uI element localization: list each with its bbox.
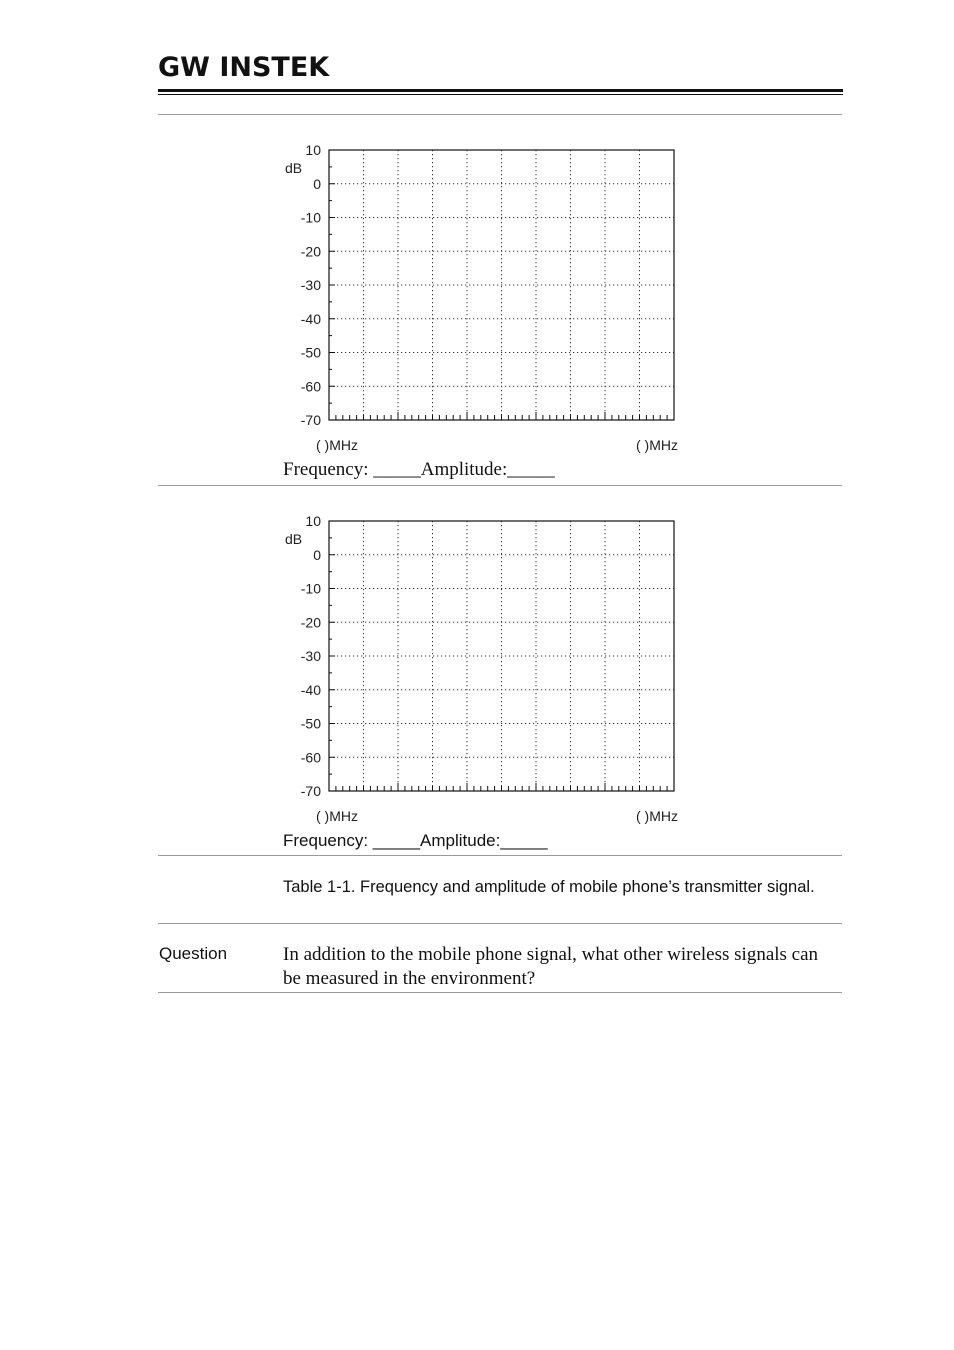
y-tick-label: -30 [300, 648, 321, 664]
x-start-label: ( )MHz [316, 808, 358, 824]
y-tick-label: -60 [300, 749, 321, 766]
table-divider [158, 114, 842, 115]
spectrum-grid-1 [270, 140, 710, 460]
table-divider [158, 923, 842, 924]
y-tick-label: -50 [300, 344, 321, 361]
table-caption: Table 1-1. Frequency and amplitude of mobile phone’s transmitter signal. [283, 878, 815, 896]
y-tick-label: -10 [300, 209, 321, 226]
question-label: Question [159, 944, 228, 963]
table-divider [158, 855, 842, 856]
y-tick-label: -30 [300, 277, 321, 293]
header-rule-thin [158, 94, 843, 95]
question-text: In addition to the mobile phone signal, what other wireless signals can be measured in the environment? [283, 944, 819, 989]
header-rule-thick [158, 89, 843, 92]
y-tick-label: 0 [313, 546, 321, 563]
y-tick-label: -40 [300, 310, 321, 327]
spectrum-chart-2 [270, 511, 710, 831]
y-tick-label: -20 [300, 614, 321, 631]
x-start-label: ( )MHz [316, 437, 358, 453]
spectrum-grid-2 [270, 511, 710, 831]
y-tick-label: -70 [300, 783, 321, 799]
y-tick-label: 10 [305, 142, 321, 158]
y-tick-label: -50 [300, 715, 321, 732]
y-tick-label: -60 [300, 378, 321, 395]
table-divider [158, 992, 842, 993]
y-tick-label: -40 [300, 681, 321, 698]
y-tick-label: -20 [300, 243, 321, 260]
unit-label: dB [285, 531, 303, 547]
x-stop-label: ( )MHz [636, 808, 678, 824]
table-divider [158, 485, 842, 486]
unit-label: dB [285, 160, 303, 176]
spectrum-chart-1 [270, 140, 710, 460]
y-tick-label: 0 [313, 175, 321, 192]
gw-instek-logo: GW INSTEK [158, 52, 330, 83]
y-tick-label: 10 [305, 513, 321, 529]
y-tick-label: -10 [300, 580, 321, 597]
x-stop-label: ( )MHz [636, 437, 678, 453]
y-tick-label: -70 [300, 412, 321, 428]
result-line-2: Frequency: _____Amplitude:_____ [283, 831, 548, 850]
result-line-1: Frequency: _____Amplitude:_____ [283, 459, 555, 480]
